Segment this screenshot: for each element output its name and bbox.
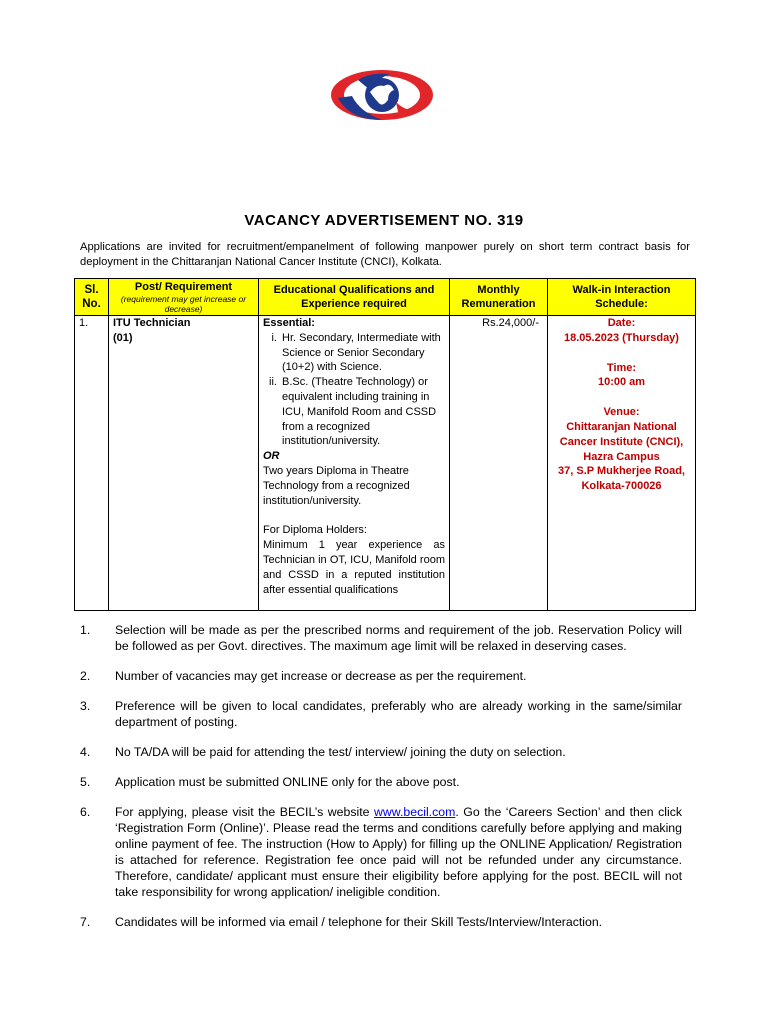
date-value: 18.05.2023 (Thursday) (564, 331, 679, 344)
table-header-row (75, 279, 696, 316)
essential-label: Essential: (263, 317, 315, 329)
venue-value: Chittaranjan National Cancer Institute (CNCI), Hazra Campus (559, 420, 684, 463)
list-item (80, 744, 682, 760)
venue-address: 37, S.P Mukherjee Road, Kolkata-700026 (558, 465, 685, 493)
list-item (80, 698, 682, 730)
header-qualifications: Educational Qualifications and Experience required (259, 279, 450, 316)
list-item (80, 804, 682, 900)
diploma-holders-label: For Diploma Holders: (263, 524, 367, 537)
vacancy-table (74, 278, 696, 611)
date-label: Date: (607, 317, 636, 329)
list-item (80, 668, 682, 684)
note-number: 7. (80, 915, 91, 929)
becil-logo (330, 68, 435, 123)
note-text: Number of vacancies may get increase or decrease as per the requirement. (115, 669, 527, 683)
list-item: i. Hr. Secondary, Intermediate with Science or Senior Secondary (10+2) with Science. (280, 331, 445, 375)
cell-sl: 1. (75, 316, 109, 611)
note-text-before-link: For applying, please visit the BECIL’s website (115, 805, 375, 819)
note-number: 6. (80, 805, 91, 819)
note-text: Candidates will be informed via email / telephone for their Skill Tests/Interview/Interaction. (115, 915, 603, 929)
cell-schedule (548, 316, 696, 611)
experience-text: Minimum 1 year experience as Technician in OT, ICU, Manifold room and CSSD in a reputed institution after essential qualifications (263, 539, 445, 596)
cell-remuneration: Rs.24,000/- (450, 316, 548, 611)
time-value: 10:00 am (597, 376, 646, 389)
header-post (109, 279, 259, 316)
header-schedule: Walk-in Interaction Schedule: (548, 279, 696, 316)
becil-website-link[interactable]: www.becil.com (374, 805, 456, 819)
header-post-note: (requirement may get increase or decrease) (120, 294, 247, 314)
note-number: 5. (80, 775, 91, 789)
time-label: Time: (606, 361, 637, 374)
header-sl: Sl. No. (75, 279, 109, 316)
note-number: 3. (80, 699, 91, 713)
note-number: 4. (80, 745, 91, 759)
page-title: VACANCY ADVERTISEMENT NO. 319 (244, 212, 524, 229)
intro-paragraph: Applications are invited for recruitment/empanelment of following manpower purely on short term contract basis for deployment in the Chittaranjan National Cancer Institute (CNCI), Kolkata. (80, 241, 690, 268)
note-number: 1. (80, 623, 91, 637)
note-number: 2. (80, 669, 91, 683)
note-text: No TA/DA will be paid for attending the test/ interview/ joining the duty on selection. (115, 745, 566, 759)
list-item (80, 914, 682, 930)
header-remuneration: Monthly Remuneration (450, 279, 548, 316)
note-text: Preference will be given to local candidates, preferably who are already working in the same/similar department of posting. (115, 699, 682, 729)
post-count: (01) (113, 331, 133, 344)
note-text (115, 804, 682, 900)
diploma-text: Two years Diploma in Theatre Technology from a recognized institution/university. (263, 464, 410, 507)
list-item: ii. B.Sc. (Theatre Technology) or equivalent including training in ICU, Manifold Room and CSSD from a recognized institution/university. (280, 375, 445, 449)
cell-post (109, 316, 259, 611)
table-row (75, 316, 696, 611)
list-item (80, 622, 682, 654)
list-item (80, 774, 682, 790)
cell-qualifications (259, 316, 450, 611)
note-text: Application must be submitted ONLINE only for the above post. (115, 775, 460, 789)
or-label: OR (263, 450, 280, 463)
header-post-label: Post/ Requirement (134, 281, 233, 293)
note-text: Selection will be made as per the prescribed norms and requirement of the job. Reservation Policy will be followed as per Govt. directives. The maximum age limit will be relaxed in deserving cases. (115, 623, 682, 653)
notes-list (80, 622, 682, 944)
essential-list (263, 331, 445, 449)
note-text-after-link: . Go the ‘Careers Section’ and then click ‘Registration Form (Online)’. Please read the terms and conditions carefully before applying and making online payment of fee. The instruction (How to Apply) for filling up the ONLINE Application/ Registration is attached for reference. Registration fee once paid will not be refunded under any circumstance. Therefore, candidate/ applicant must ensure their eligibility before applying for the post. BECIL will not take responsibility for wrong application/ ineligible condition. (115, 805, 682, 899)
venue-label: Venue: (603, 406, 640, 419)
post-name: ITU Technician (113, 317, 191, 329)
